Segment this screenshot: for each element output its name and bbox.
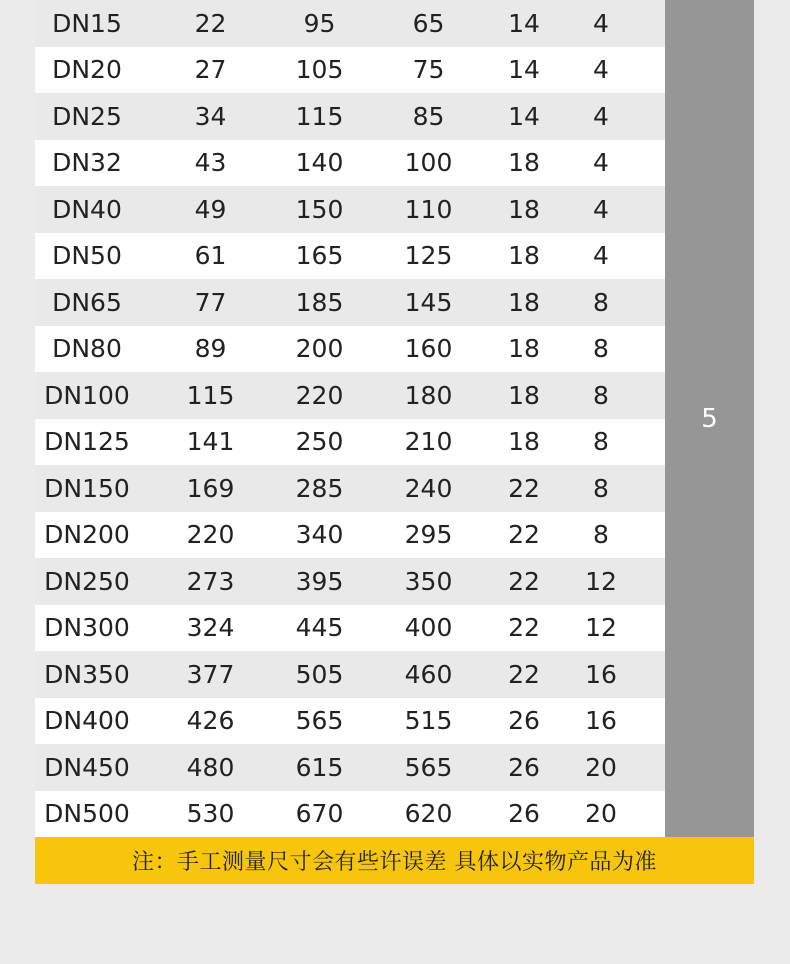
table-cell: DN40: [52, 194, 122, 224]
table-cell: DN125: [44, 427, 130, 457]
table-cell: 18: [508, 380, 540, 410]
table-cell: 141: [186, 427, 235, 457]
table-row: [35, 419, 665, 466]
table-cell: 8: [593, 520, 609, 550]
table-row: [35, 651, 665, 698]
table-cell: 8: [593, 380, 609, 410]
table-cell: 12: [585, 613, 617, 643]
table-cell: 180: [404, 380, 453, 410]
table-cell: 185: [295, 287, 344, 317]
table-cell: DN15: [52, 8, 122, 38]
table-cell: 324: [186, 613, 235, 643]
table-cell: 160: [404, 334, 453, 364]
table-row: [35, 698, 665, 745]
table-cell: 27: [194, 55, 227, 85]
table-cell: 565: [295, 706, 344, 736]
table-cell: 77: [194, 287, 227, 317]
table-cell: 250: [295, 427, 344, 457]
table-cell: 14: [508, 8, 540, 38]
table-cell: 18: [508, 148, 540, 178]
table-row: [35, 558, 665, 605]
table-row: [35, 0, 665, 47]
table-cell: DN25: [52, 101, 122, 131]
table-cell: 110: [404, 194, 453, 224]
table-cell: 43: [194, 148, 227, 178]
table-cell: 4: [593, 101, 609, 131]
table-cell: 4: [593, 8, 609, 38]
table-cell: 22: [508, 520, 540, 550]
note-text: 注：手工测量尺寸会有些许误差 具体以实物产品为准: [132, 850, 657, 875]
table-cell: 615: [295, 752, 344, 782]
table-cell: DN50: [52, 241, 122, 271]
table-cell: 14: [508, 101, 540, 131]
table-row: [35, 140, 665, 187]
table-cell: 65: [412, 8, 445, 38]
table-cell: DN400: [44, 706, 130, 736]
table-cell: DN32: [52, 148, 122, 178]
table-cell: DN250: [44, 566, 130, 596]
table-cell: DN80: [52, 334, 122, 364]
table-cell: 89: [194, 334, 227, 364]
table-cell: 18: [508, 287, 540, 317]
table-cell: 115: [295, 101, 344, 131]
table-cell: 95: [303, 8, 336, 38]
table-cell: 115: [186, 380, 235, 410]
table-cell: 26: [508, 799, 540, 829]
table-cell: 100: [404, 148, 453, 178]
table-cell: DN350: [44, 659, 130, 689]
table-cell: 8: [593, 427, 609, 457]
table-cell: 20: [585, 799, 617, 829]
table-cell: 530: [186, 799, 235, 829]
table-cell: 145: [404, 287, 453, 317]
table-cell: 4: [593, 55, 609, 85]
table-cell: 200: [295, 334, 344, 364]
table-cell: 220: [295, 380, 344, 410]
table-row: [35, 372, 665, 419]
table-cell: 18: [508, 241, 540, 271]
spec-table: [35, 0, 755, 837]
table-row: [35, 186, 665, 233]
table-cell: 350: [404, 566, 453, 596]
table-cell: 515: [404, 706, 453, 736]
table-cell: 220: [186, 520, 235, 550]
table-cell: 480: [186, 752, 235, 782]
table-cell: 61: [194, 241, 227, 271]
table-row: [35, 279, 665, 326]
table-cell: 395: [295, 566, 344, 596]
table-cell: DN450: [44, 752, 130, 782]
table-cell: DN300: [44, 613, 130, 643]
table-cell: DN500: [44, 799, 130, 829]
table-cell: 210: [404, 427, 453, 457]
table-cell: 445: [295, 613, 344, 643]
table-cell: 4: [593, 194, 609, 224]
table-cell: 285: [295, 473, 344, 503]
table-cell: 4: [593, 148, 609, 178]
table-row: [35, 605, 665, 652]
table-cell: 140: [295, 148, 344, 178]
table-cell: DN20: [52, 55, 122, 85]
table-cell: 85: [412, 101, 445, 131]
table-cell: 18: [508, 194, 540, 224]
table-cell: 75: [412, 55, 445, 85]
table-row: [35, 47, 665, 94]
table-cell: 8: [593, 334, 609, 364]
table-cell: 240: [404, 473, 453, 503]
table-cell: 620: [404, 799, 453, 829]
table-cell: 14: [508, 55, 540, 85]
table-cell: 426: [186, 706, 235, 736]
merged-side-cell: [665, 0, 754, 837]
table-cell: 4: [593, 241, 609, 271]
table-cell: DN200: [44, 520, 130, 550]
table-cell: 105: [295, 55, 344, 85]
table-row: [35, 791, 665, 838]
table-row: [35, 233, 665, 280]
table-cell: 400: [404, 613, 453, 643]
table-row: [35, 93, 665, 140]
table-cell: 8: [593, 287, 609, 317]
table-cell: 169: [186, 473, 235, 503]
table-cell: 340: [295, 520, 344, 550]
table-cell: 150: [295, 194, 344, 224]
table-cell: DN100: [44, 380, 130, 410]
table-cell: 377: [186, 659, 235, 689]
table-cell: DN65: [52, 287, 122, 317]
table-cell: 22: [508, 659, 540, 689]
table-cell: 273: [186, 566, 235, 596]
table-cell: 460: [404, 659, 453, 689]
table-row: [35, 326, 665, 373]
note-bar: [35, 837, 754, 884]
table-cell: 16: [585, 659, 617, 689]
table-cell: 12: [585, 566, 617, 596]
table-row: [35, 465, 665, 512]
table-cell: 22: [194, 8, 227, 38]
table-cell: 49: [194, 194, 227, 224]
side-cell-value: 5: [701, 403, 718, 434]
table-cell: 34: [194, 101, 227, 131]
table-cell: 670: [295, 799, 344, 829]
table-row: [35, 512, 665, 559]
table-body: [35, 0, 665, 837]
table-cell: 18: [508, 427, 540, 457]
table-cell: 20: [585, 752, 617, 782]
table-cell: 22: [508, 613, 540, 643]
table-cell: 18: [508, 334, 540, 364]
table-cell: 26: [508, 752, 540, 782]
table-cell: DN150: [44, 473, 130, 503]
table-cell: 295: [404, 520, 453, 550]
table-cell: 22: [508, 566, 540, 596]
table-row: [35, 744, 665, 791]
table-cell: 505: [295, 659, 344, 689]
table-cell: 26: [508, 706, 540, 736]
table-cell: 16: [585, 706, 617, 736]
table-cell: 565: [404, 752, 453, 782]
table-cell: 8: [593, 473, 609, 503]
table-cell: 22: [508, 473, 540, 503]
table-cell: 165: [295, 241, 344, 271]
table-cell: 125: [404, 241, 453, 271]
